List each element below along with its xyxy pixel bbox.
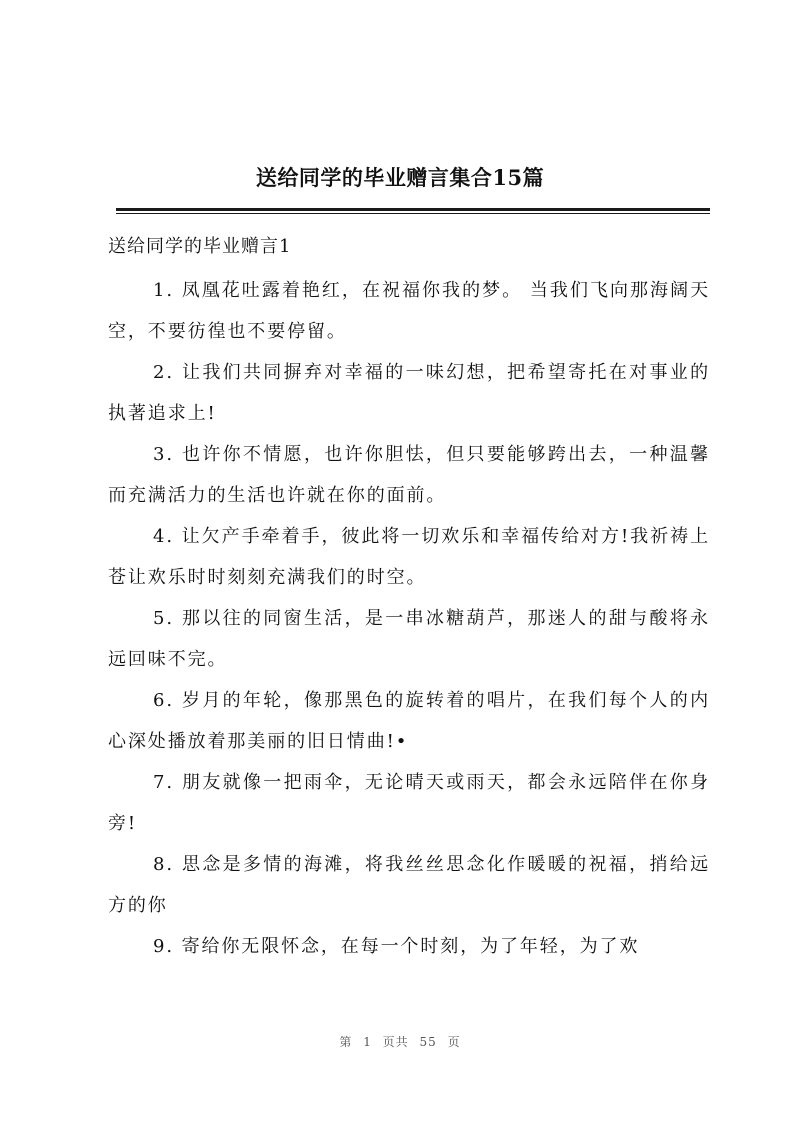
- list-item: 9. 寄给你无限怀念，在每一个时刻，为了年轻，为了欢: [153, 936, 640, 957]
- list-item: 5. 那以往的同窗生活，是一串冰糖葫芦，那迷人的甜与酸将永远回味不完。: [108, 608, 710, 670]
- title-divider-thin: [116, 213, 710, 214]
- list-item: 3. 也许你不情愿，也许你胆怯，但只要能够跨出去，一种温馨而充满活力的生活也许就在你的面前。: [108, 444, 710, 506]
- list-item: 8. 思念是多情的海滩，将我丝丝思念化作暖暖的祝福，捎给远方的你: [108, 854, 710, 916]
- list-item: 4. 让欠产手牵着手，彼此将一切欢乐和幸福传给对方!我祈祷上苍让欢乐时时刻刻充满我们的时空。: [108, 526, 710, 588]
- title-divider: [116, 208, 710, 211]
- list-item: 1. 凤凰花吐露着艳红，在祝福你我的梦。 当我们飞向那海阔天空，不要彷徨也不要停留。: [108, 280, 710, 342]
- list-item: 7. 朋友就像一把雨伞，无论晴天或雨天，都会永远陪伴在你身旁!: [108, 772, 710, 834]
- list-item: 2. 让我们共同摒弃对幸福的一味幻想，把希望寄托在对事业的执著追求上!: [108, 362, 710, 424]
- body-text: [108, 270, 710, 967]
- section-heading: 送给同学的毕业赠言1: [108, 236, 292, 257]
- document-title: 送给同学的毕业赠言集合15篇: [255, 165, 545, 190]
- page-number-footer: 第 1 页共 55 页: [339, 1035, 461, 1049]
- list-item: 6. 岁月的年轮，像那黑色的旋转着的唱片，在我们每个人的内心深处播放着那美丽的旧日情曲!•: [108, 690, 710, 752]
